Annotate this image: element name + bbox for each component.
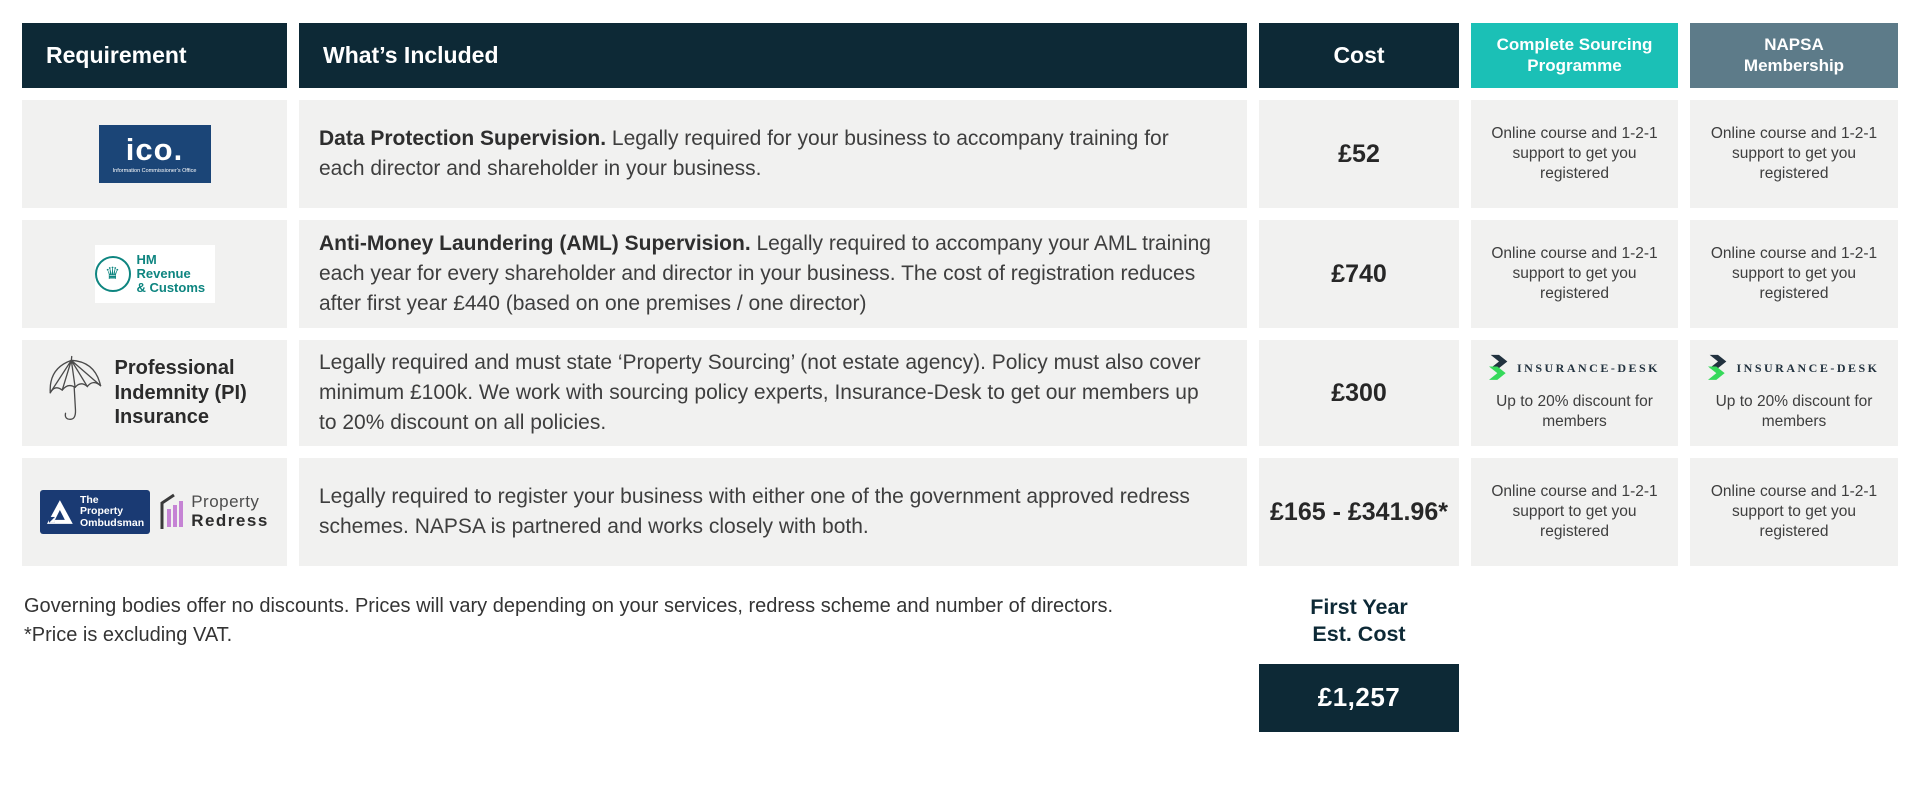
table-row-2-requirement	[22, 220, 287, 328]
column-header-whats-included	[299, 23, 1247, 88]
row-1-cost-value: £52	[1338, 139, 1380, 168]
row-2-description-lead: Anti-Money Laundering (AML) Supervision.	[319, 231, 751, 255]
row-1-description-body: Legally required for your business to accompany training for each director and shareholder in your business.	[319, 126, 1169, 180]
table-row-4-programme	[1471, 458, 1678, 566]
tpo-logo-text	[80, 495, 144, 530]
hmrc-logo	[95, 245, 215, 303]
property-redress-text	[191, 493, 269, 531]
whats-included-header-label: What’s Included	[323, 42, 499, 68]
row-2-description-body: Legally required to accompany your AML training each year for every shareholder and director in your business. The cost of registration reduces after first year £440 (based on one premises / one director)	[319, 231, 1211, 315]
redress-logos-group	[40, 490, 269, 534]
insurance-desk-chevron-icon	[1708, 354, 1728, 384]
table-row-1-programme	[1471, 100, 1678, 208]
row-3-programme-text: Up to 20% discount for members	[1496, 393, 1653, 430]
row-3-cost-value: £300	[1331, 378, 1387, 407]
footnote	[24, 592, 1113, 650]
first-year-label-line2: Est. Cost	[1312, 621, 1406, 646]
table-row-3-requirement	[22, 340, 287, 446]
row-3-napsa-text: Up to 20% discount for members	[1715, 393, 1873, 430]
hmrc-crown-icon: ♛	[95, 256, 131, 292]
pi-requirement-group	[35, 355, 275, 432]
footnote-line-2: *Price is excluding VAT.	[24, 624, 233, 646]
row-1-programme-text: Online course and 1-2-1 support to get you registered	[1491, 125, 1658, 182]
table-row-3-programme	[1471, 340, 1678, 446]
insurance-desk-wordmark: INSURANCE-DESK	[1516, 361, 1661, 376]
property-redress-line1: Property	[191, 492, 260, 512]
table-row-4-cost	[1259, 458, 1459, 566]
table-row-3-cost	[1259, 340, 1459, 446]
table-row-3-description	[299, 340, 1247, 446]
hmrc-logo-text	[137, 253, 215, 296]
row-4-cost-value: £165 - £341.96*	[1270, 497, 1448, 526]
insurance-desk-chevron-icon	[1489, 354, 1509, 384]
first-year-label-line1: First Year	[1310, 595, 1408, 619]
table-row-1-requirement	[22, 100, 287, 208]
hmrc-logo-line1: HM Revenue	[136, 251, 191, 281]
row-4-programme-text: Online course and 1-2-1 support to get you registered	[1491, 483, 1658, 540]
table-row-4-requirement	[22, 458, 287, 566]
column-header-requirement	[22, 23, 287, 88]
property-ombudsman-logo	[40, 490, 150, 534]
table-row-4-napsa	[1690, 458, 1898, 566]
table-row-3-napsa	[1690, 340, 1898, 446]
row-4-napsa-text: Online course and 1-2-1 support to get you registered	[1710, 483, 1878, 540]
pi-requirement-label: Professional Indemnity (PI) Insurance	[114, 357, 247, 429]
property-redress-bars-icon	[160, 493, 186, 531]
total-cost-value: £1,257	[1317, 682, 1401, 713]
table-row-2-description	[299, 220, 1247, 328]
hmrc-logo-line2: & Customs	[136, 280, 206, 296]
tpo-logo-line2: Ombudsman	[79, 516, 145, 529]
tpo-logo-line1: The Property	[79, 493, 124, 518]
row-3-description-body: Legally required and must state ‘Property Sourcing’ (not estate agency). Policy must also cover minimum £100k. We work with sourcing policy experts, Insurance-Desk to get our members up to 20% discount on all policies.	[319, 350, 1201, 434]
table-row-2-napsa	[1690, 220, 1898, 328]
insurance-desk-wordmark: INSURANCE-DESK	[1736, 361, 1880, 376]
column-header-napsa-membership	[1690, 23, 1898, 88]
first-year-cost-summary	[1259, 594, 1459, 732]
requirement-header-label: Requirement	[46, 42, 187, 68]
row-2-cost-value: £740	[1331, 259, 1387, 288]
row-2-programme-text: Online course and 1-2-1 support to get you registered	[1491, 245, 1658, 302]
row-1-description-text	[319, 124, 1217, 184]
programme-header-label: Complete Sourcing Programme	[1496, 35, 1653, 75]
table-row-2-cost	[1259, 220, 1459, 328]
ico-logo	[99, 125, 211, 183]
first-year-cost-label	[1259, 594, 1459, 648]
ico-logo-caption: Information Commissioner's Office	[112, 168, 197, 174]
row-4-description-text	[319, 482, 1217, 542]
table-row-2-programme	[1471, 220, 1678, 328]
table-row-4-description	[299, 458, 1247, 566]
footnote-line-1: Governing bodies offer no discounts. Prices will vary depending on your services, redress scheme and number of directors.	[24, 595, 1114, 617]
column-header-cost	[1259, 23, 1459, 88]
ico-logo-word: ico.	[125, 132, 184, 167]
row-2-description-text	[319, 229, 1217, 319]
table-row-1-cost	[1259, 100, 1459, 208]
table-row-1-napsa	[1690, 100, 1898, 208]
insurance-desk-logo	[1708, 354, 1879, 384]
cost-header-label: Cost	[1333, 42, 1385, 68]
umbrella-icon	[39, 351, 111, 436]
row-4-description-body: Legally required to register your business with either one of the government approved redress schemes. NAPSA is partnered and works closely with both.	[319, 484, 1190, 538]
row-2-napsa-text: Online course and 1-2-1 support to get you registered	[1710, 245, 1878, 302]
napsa-header-label: NAPSA Membership	[1743, 35, 1845, 75]
row-3-description-text	[319, 348, 1217, 438]
tpo-triangle-icon	[46, 499, 74, 525]
row-1-description-lead: Data Protection Supervision.	[319, 126, 607, 150]
insurance-desk-logo	[1489, 354, 1660, 384]
property-redress-line2: Redress	[191, 511, 269, 530]
total-cost-box	[1259, 664, 1459, 732]
row-1-napsa-text: Online course and 1-2-1 support to get you registered	[1710, 125, 1878, 182]
column-header-complete-sourcing-programme	[1471, 23, 1678, 88]
property-redress-logo	[160, 493, 269, 531]
table-row-1-description	[299, 100, 1247, 208]
pricing-table	[22, 23, 1898, 566]
